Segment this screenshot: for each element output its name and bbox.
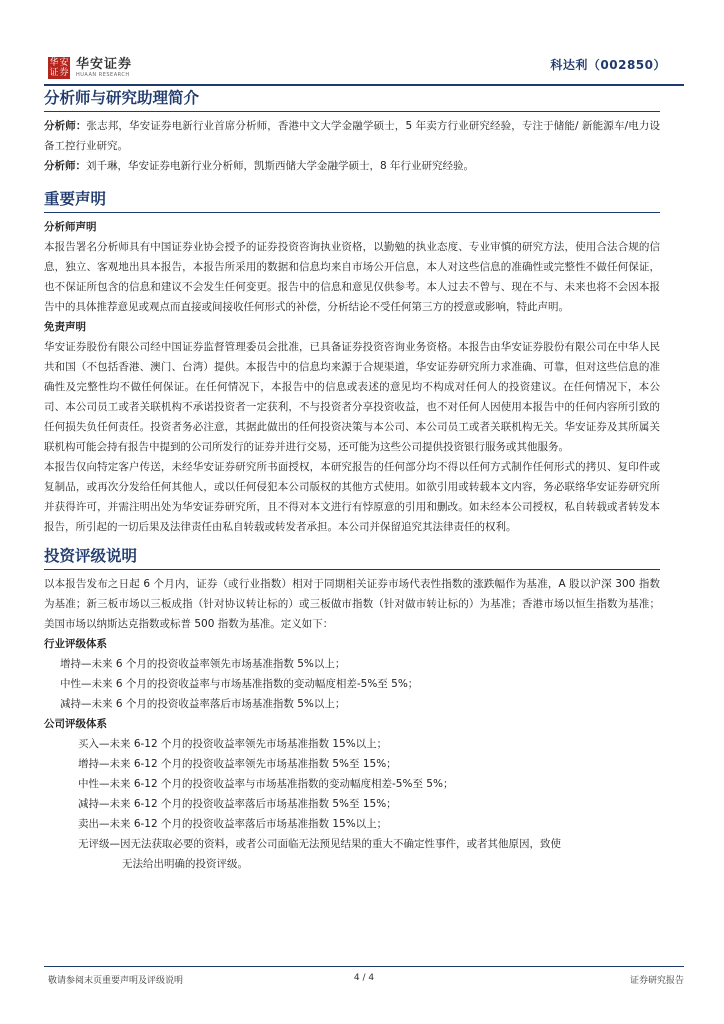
rating-title: 投资评级说明 — [44, 547, 138, 565]
exemption-paragraph: 本报告仅向特定客户传送，未经华安证券研究所书面授权，本研究报告的任何部分均不得以任何方式制作任何形式的拷贝、复印件或复制品，或再次分发给任何其他人，或以任何侵犯本公司版权的其他方式使用。如欲引用或转载本文内容，务必联络华安证券研究所并获得许可，并需注明出处为华安证券研究所，且不得对本文进行有悖原意的引用和删改。如未经本公司授权，私自转载或者转发本报告，所引起的一切后果及法律责任由私自转载或转发者承担。本公司并保留追究其法律责任的权利。 — [44, 461, 660, 533]
company-rating-title: 公司评级体系 — [44, 718, 107, 730]
no-rating-item: 无评级—因无法获取必要的资料，或者公司面临无法预见结果的重大不确定性事件，或者其他原因，致使 — [78, 838, 561, 850]
stock-name-code: 科达利（002850） — [550, 58, 666, 72]
company-rating-item: 中性—未来 6-12 个月的投资收益率与市场基准指数的变动幅度相差-5%至 5%； — [78, 778, 454, 790]
industry-rating-item: 增持—未来 6 个月的投资收益率领先市场基准指数 5%以上； — [60, 658, 346, 670]
rating-intro: 以本报告发布之日起 6 个月内，证券（或行业指数）相对于同期相关证券市场代表性指数的涨跌幅作为基准，A 股以沪深 300 指数为基准；新三板市场以三板成指（针对协议转让标的）或三板做市指数（针对做市转让标的）为基准；香港市场以恒生指数为基准；美国市场以纳斯达克指数或标普 500 指数为基准。定义如下： — [44, 578, 660, 630]
analyst-label: 分析师： — [44, 160, 86, 172]
analyst-label: 分析师： — [44, 120, 87, 132]
analyst-bio: 刘千琳，华安证券电新行业分析师，凯斯西储大学金融学硕士，8 年行业研究经验。 — [86, 160, 475, 172]
page-header — [44, 50, 684, 86]
analyst-bio: 张志邦，华安证券电新行业首席分析师，香港中文大学金融学硕士，5 年卖方行业研究经验，专注于储能/ 新能源车/电力设备工控行业研究。 — [44, 120, 661, 152]
disclaimer-title: 重要声明 — [44, 190, 107, 208]
industry-rating-item: 减持—未来 6 个月的投资收益率落后市场基准指数 5%以上； — [60, 698, 346, 710]
logo-chinese-name: 华安证券 — [76, 57, 133, 72]
section-divider — [44, 569, 660, 570]
company-rating-item: 减持—未来 6-12 个月的投资收益率落后市场基准指数 5%至 15%； — [78, 798, 397, 810]
exemption-paragraph: 华安证券股份有限公司经中国证券监督管理委员会批准，已具备证券投资咨询业务资格。本报告由华安证券股份有限公司在中华人民共和国（不包括香港、澳门、台湾）提供。本报告中的信息均来源于合规渠道，华安证券研究所力求准确、可靠，但对这些信息的准确性及完整性均不做任何保证。在任何情况下，本报告中的信息或表述的意见均不构成对任何人的投资建议。在任何情况下，本公司、本公司员工或者关联机构不承诺投资者一定获利，不与投资者分享投资收益，也不对任何人因使用本报告中的任何内容所引致的任何损失负任何责任。投资者务必注意，其据此做出的任何投资决策与本公司、本公司员工或者关联机构无关。华安证券及其所属关联机构可能会持有报告中提到的公司所发行的证券并进行交易，还可能为这些公司提供投资银行服务或其他服务。 — [44, 341, 660, 453]
analyst-statement-text: 本报告署名分析师具有中国证券业协会授予的证券投资咨询执业资格，以勤勉的执业态度、专业审慎的研究方法，使用合法合规的信息，独立、客观地出具本报告，本报告所采用的数据和信息均来自市场公开信息，本人对这些信息的准确性或完整性不做任何保证，也不保证所包含的信息和建议不会发生任何变更。报告中的信息和意见仅供参考。本人过去不曾与、现在不与、未来也将不会因本报告中的具体推荐意见或观点而直接或间接收任何形式的补偿，分析结论不受任何第三方的授意或影响，特此声明。 — [44, 241, 660, 313]
analyst-entry — [44, 156, 660, 176]
footer-disclaimer-note: 敬请参阅末页重要声明及评级说明 — [48, 976, 184, 986]
logo-seal-icon: 华 安 证 券 — [49, 58, 69, 78]
page-footer — [44, 966, 684, 989]
no-rating-item-continued: 无法给出明确的投资评级。 — [122, 858, 248, 870]
analyst-intro-title: 分析师与研究助理简介 — [44, 89, 200, 107]
analyst-statement-title: 分析师声明 — [44, 221, 97, 233]
page-number: 4 / 4 — [353, 973, 375, 983]
report-body — [44, 88, 660, 874]
report-type: 证券研究报告 — [629, 976, 684, 986]
industry-rating-title: 行业评级体系 — [44, 638, 107, 650]
analyst-entry — [44, 116, 660, 156]
company-rating-item: 卖出—未来 6-12 个月的投资收益率落后市场基准指数 15%以上； — [78, 818, 388, 830]
company-rating-item: 增持—未来 6-12 个月的投资收益率领先市场基准指数 5%至 15%； — [78, 758, 397, 770]
footer-divider — [44, 966, 684, 967]
company-logo — [48, 57, 132, 79]
logo-english-name: HUAAN RESEARCH — [76, 72, 130, 78]
exemption-title: 免责声明 — [44, 321, 86, 333]
company-rating-item: 买入—未来 6-12 个月的投资收益率领先市场基准指数 15%以上； — [78, 738, 388, 750]
section-divider — [44, 212, 660, 213]
section-divider — [44, 111, 660, 112]
industry-rating-item: 中性—未来 6 个月的投资收益率与市场基准指数的变动幅度相差-5%至 5%； — [60, 678, 419, 690]
header-divider — [44, 84, 684, 86]
